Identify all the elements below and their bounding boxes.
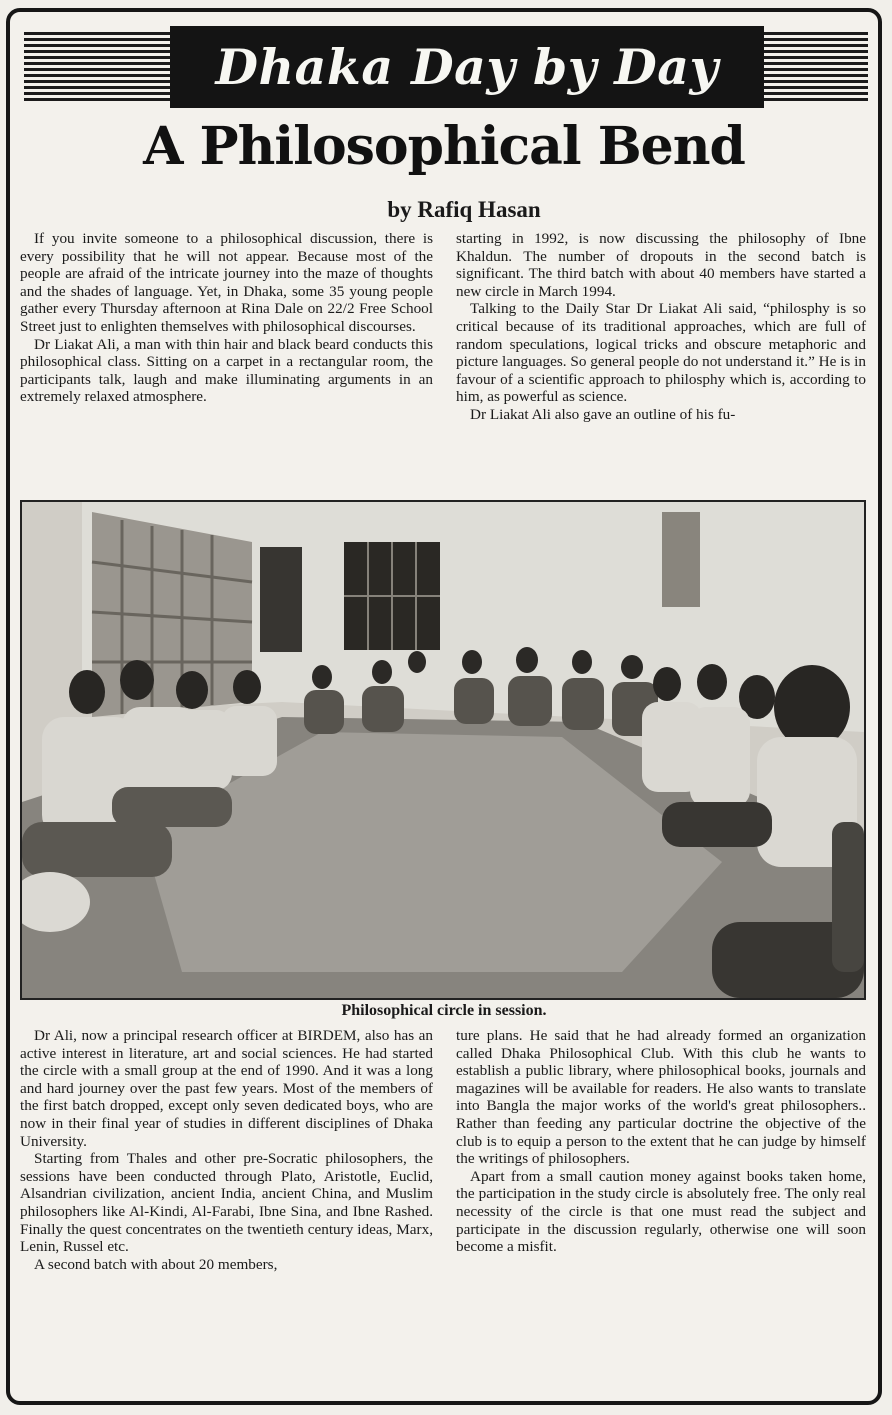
banner-title: Dhaka Day by Day — [170, 26, 764, 108]
byline: by Rafiq Hasan — [387, 197, 541, 222]
paragraph: ture plans. He said that he had already formed an organization called Dhaka Philosophical Club. With this club he wants to establish a public library, where philosophical books, journals and magazines will be available for readers. He also wants to translate into Bangla the major works of the world's great philosophers.. Rather than feeding any particular doctrine the objective of the club is to equip a person to the extent that he can judge by himself the writings of philosophers. — [456, 1027, 866, 1168]
paragraph: starting in 1992, is now discussing the philosophy of Ibne Khaldun. The number of dropouts in the second batch is significant. The third batch with about 40 members have started a new circle in March 1994. — [456, 230, 866, 300]
paragraph: If you invite someone to a philosophical discussion, there is every possibility that he will not appear. Because most of the people are afraid of the intricate journey into the maze of thoughts and the shades of language. Yet, in Dhaka, some 35 young people gather every Thursday afternoon at Rina Dale on 22/2 Free School Street just to enlighten themselves with philosophical discourses. — [20, 230, 433, 335]
paragraph: Dr Ali, now a principal research officer at BIRDEM, also has an active interest in literature, art and social sciences. He had started the circle with a small group at the end of 1990. And it was a long and hard journey over the past few years. Most of the members of the first batch dropped, except only seven dedicated boys, who are now in their final year of studies in different disciplines of Dhaka University. — [20, 1027, 433, 1150]
column-bottom-left — [20, 1027, 433, 1273]
photo-caption: Philosophical circle in session. — [341, 1002, 547, 1019]
newspaper-clipping — [6, 8, 882, 1405]
paragraph: Apart from a small caution money against books taken home, the participation in the study circle is absolutely free. The only real necessity of the circle is that one must read the subject and participate in the discussion regularly, otherwise one will soon become a misfit. — [456, 1167, 866, 1256]
column-top-left — [20, 230, 433, 406]
headline: A Philosophical Bend — [143, 116, 745, 177]
column-bottom-right — [456, 1027, 866, 1256]
article-photo — [20, 500, 866, 1000]
paragraph: Starting from Thales and other pre-Socratic philosophers, the sessions have been conducted through Plato, Aristotle, Euclid, Alsandrian civilization, ancient India, ancient China, and Muslim philosophers like Al-Kindi, Al-Farabi, Ibne Sina, and Ibne Rashed. Finally the quest concentrates on the twentieth century ideas, Marx, Lenin, Russel etc. — [20, 1150, 433, 1256]
paragraph: Dr Liakat Ali also gave an outline of his fu- — [470, 405, 736, 423]
column-top-right — [456, 230, 866, 424]
column-banner — [24, 26, 868, 108]
paragraph: Dr Liakat Ali, a man with thin hair and black beard conducts this philosophical class. Sitting on a carpet in a rectangular room, the participants talk, laugh and make illuminating arguments in an extremely relaxed atmosphere. — [20, 335, 433, 406]
paragraph: A second batch with about 20 members, — [34, 1255, 278, 1273]
paragraph: Talking to the Daily Star Dr Liakat Ali said, “philosphy is so critical because of its traditional approaches, which are full of random speculations, logical tricks and obscure metaphoric and picture languages. So general people do not understand it.” He is in favour of a scientific approach to philosphy which is, according to him, as powerful as science. — [456, 300, 866, 406]
